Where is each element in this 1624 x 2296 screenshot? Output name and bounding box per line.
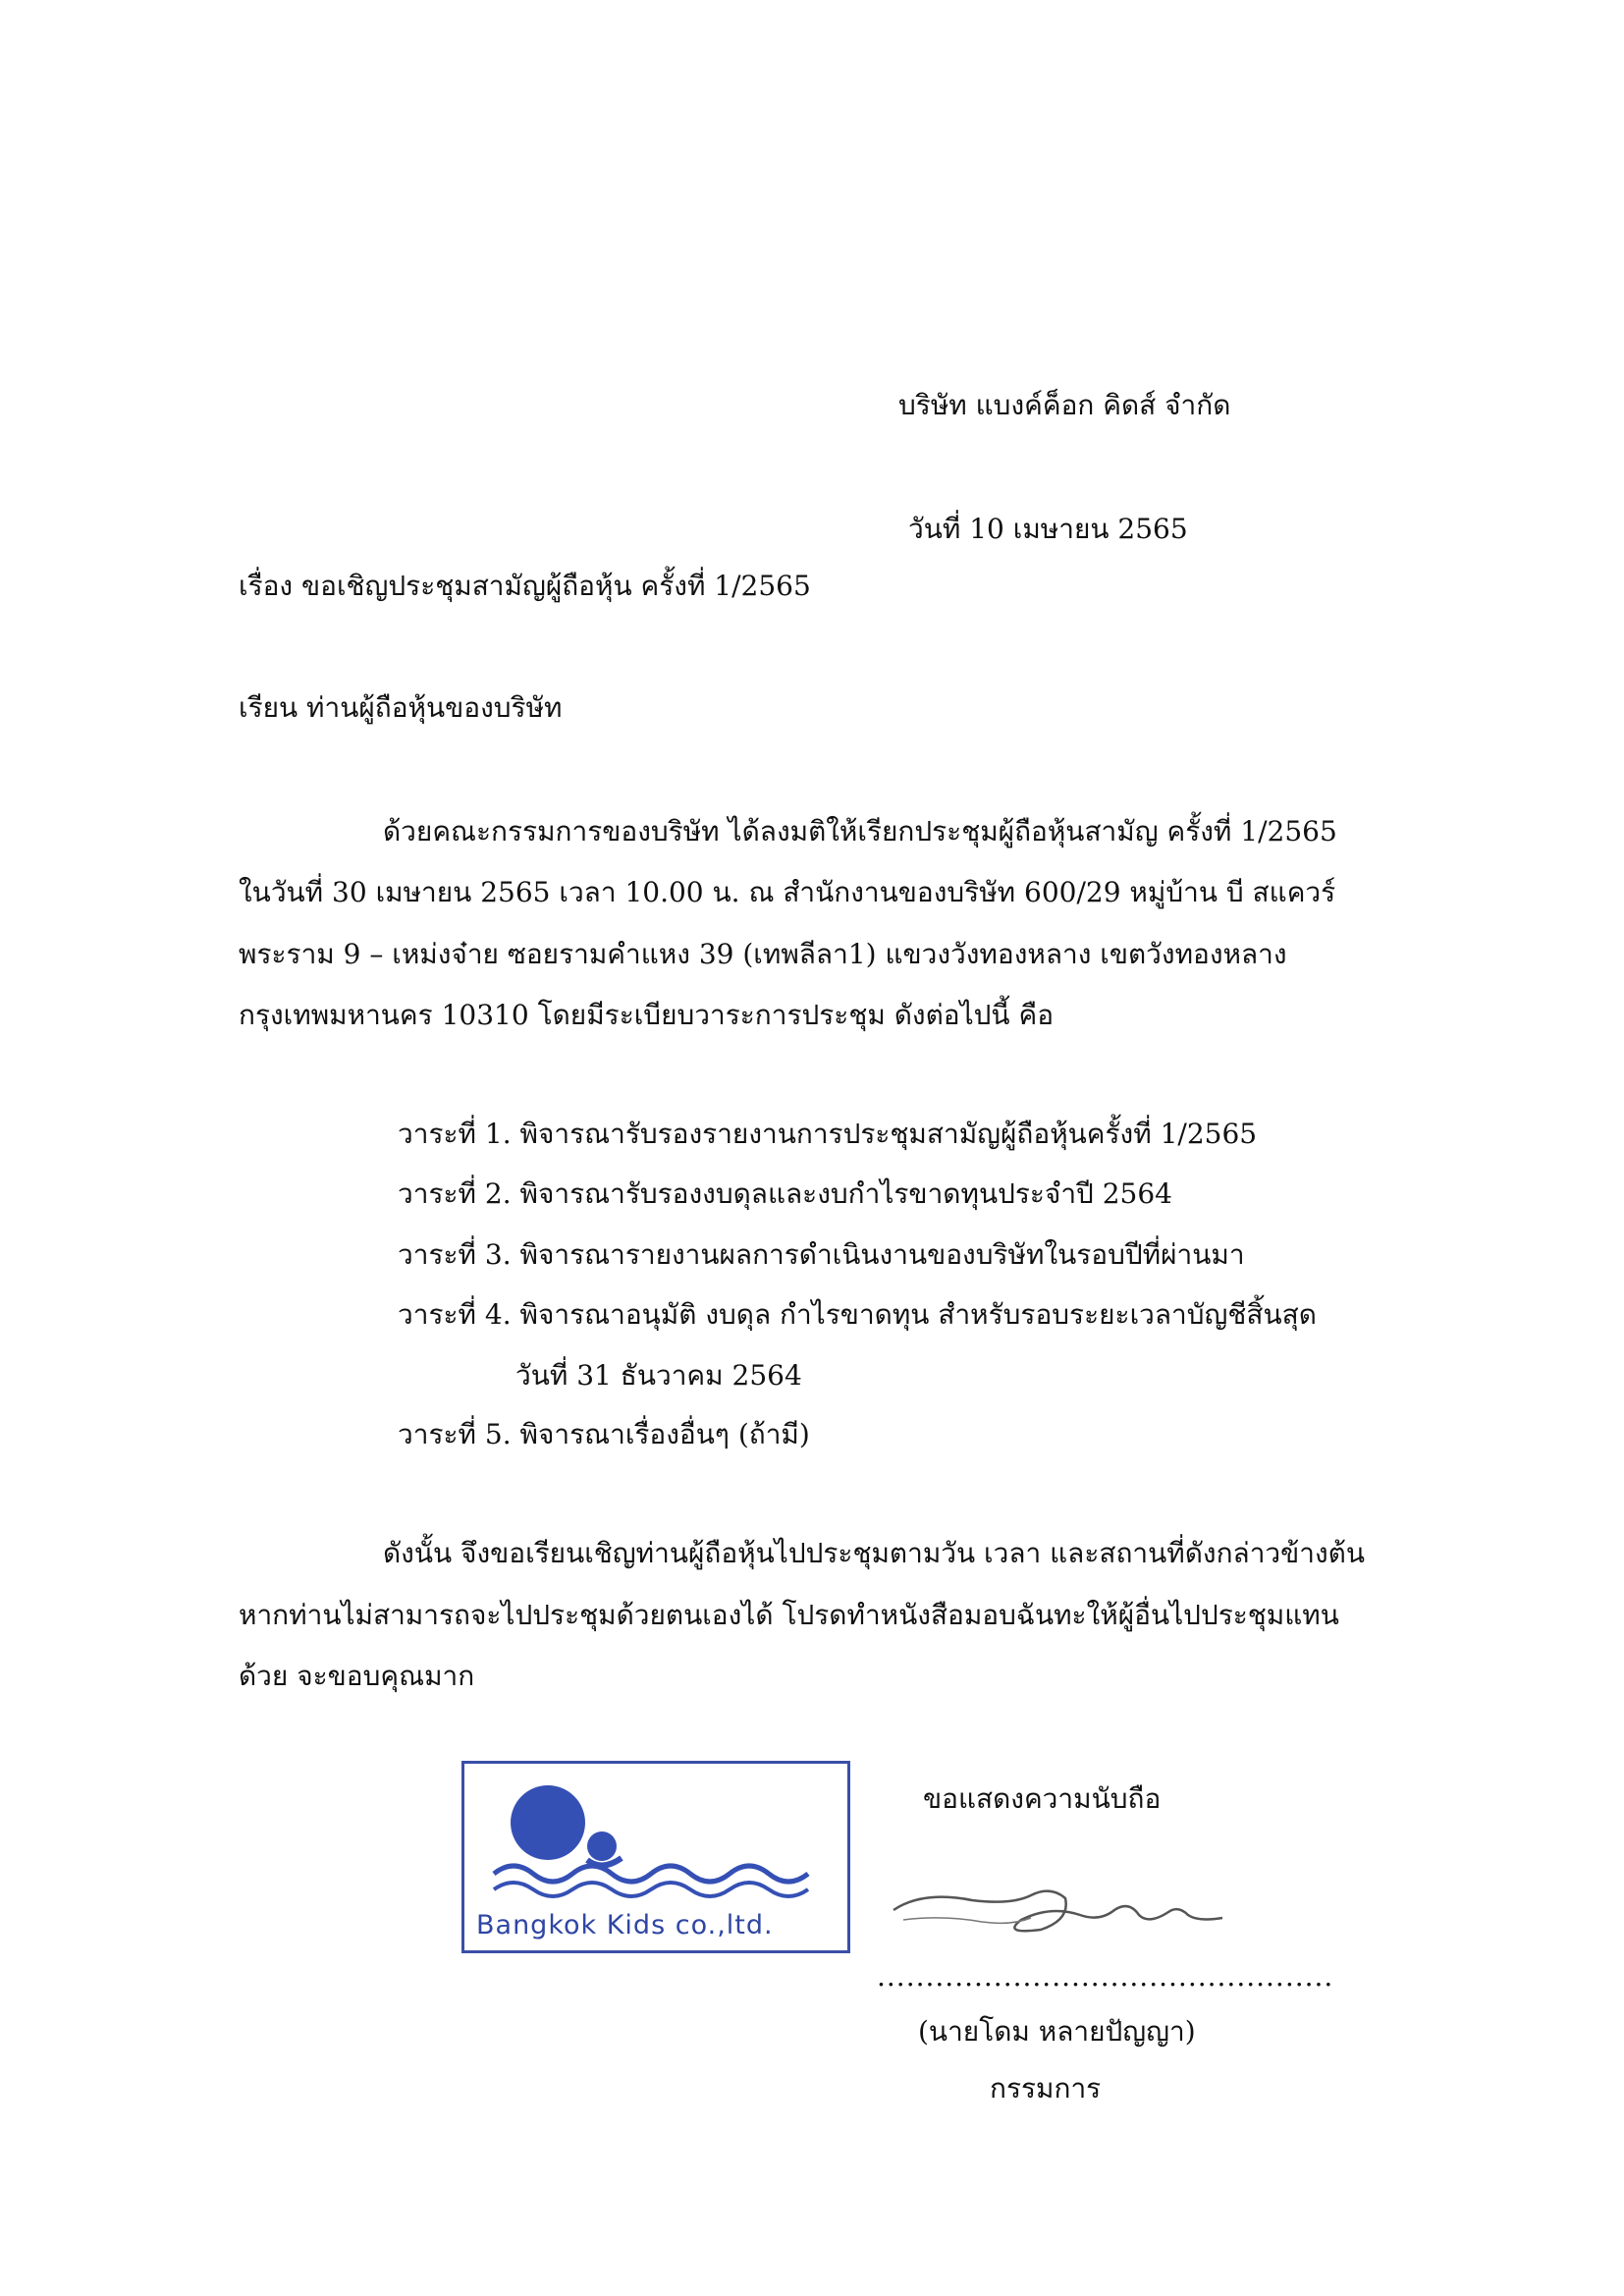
body-line: พระราม 9 – เหม่งจ๋าย ซอยรามคำแหง 39 (เทพลีลา1) แขวงวังทองหลาง เขตวังทองหลาง: [239, 938, 1287, 970]
agenda-item-continuation: วันที่ 31 ธันวาคม 2564: [515, 1359, 802, 1392]
conclusion-line: หากท่านไม่สามารถจะไปประชุมด้วยตนเองได้ โปรดทำหนังสือมอบฉันทะให้ผู้อื่นไปประชุมแทน: [239, 1599, 1339, 1631]
stamp-text: Bangkok Kids co.,ltd.: [476, 1910, 774, 1941]
salutation: เรียน ท่านผู้ถือหุ้นของบริษัท: [239, 691, 563, 724]
handwritten-signature-icon: [884, 1861, 1237, 1949]
agenda-item: วาระที่ 4. พิจารณาอนุมัติ งบดุล กำไรขาดทุน สำหรับรอบระยะเวลาบัญชีสิ้นสุด: [398, 1298, 1317, 1331]
agenda-item: วาระที่ 3. พิจารณารายงานผลการดำเนินงานของบริษัทในรอบปีที่ผ่านมา: [398, 1238, 1245, 1271]
subject-line: เรื่อง ขอเชิญประชุมสามัญผู้ถือหุ้น ครั้งที่ 1/2565: [239, 570, 811, 602]
agenda-item: วาระที่ 2. พิจารณารับรองงบดุลและงบกำไรขาดทุนประจำปี 2564: [398, 1177, 1172, 1210]
conclusion-line: ดังนั้น จึงขอเรียนเชิญท่านผู้ถือหุ้นไปประชุมตามวัน เวลา และสถานที่ดังกล่าวข้างต้น: [383, 1537, 1366, 1569]
company-stamp: [461, 1761, 850, 1953]
signer-name: (นายโดม หลายปัญญา): [918, 2015, 1196, 2048]
body-line: ด้วยคณะกรรมการของบริษัท ได้ลงมติให้เรียกประชุมผู้ถือหุ้นสามัญ ครั้งที่ 1/2565: [383, 815, 1337, 847]
body-line: กรุงเทพมหานคร 10310 โดยมีระเบียบวาระการประชุม ดังต่อไปนี้ คือ: [239, 999, 1055, 1031]
closing-phrase: ขอแสดงความนับถือ: [923, 1782, 1162, 1815]
signature-line: ...............................................: [877, 1960, 1334, 1993]
body-line: ในวันที่ 30 เมษายน 2565 เวลา 10.00 น. ณ สำนักงานของบริษัท 600/29 หมู่บ้าน บี สแควร์: [239, 876, 1336, 908]
conclusion-line: ด้วย จะขอบคุณมาก: [239, 1660, 475, 1692]
letter-date: วันที่ 10 เมษายน 2565: [908, 513, 1188, 545]
agenda-item: วาระที่ 5. พิจารณาเรื่องอื่นๆ (ถ้ามี): [398, 1418, 810, 1450]
agenda-item: วาระที่ 1. พิจารณารับรองรายงานการประชุมสามัญผู้ถือหุ้นครั้งที่ 1/2565: [398, 1118, 1258, 1150]
signer-title: กรรมการ: [990, 2072, 1102, 2105]
company-name: บริษัท แบงค์ค็อก คิดส์ จำกัด: [898, 389, 1231, 421]
